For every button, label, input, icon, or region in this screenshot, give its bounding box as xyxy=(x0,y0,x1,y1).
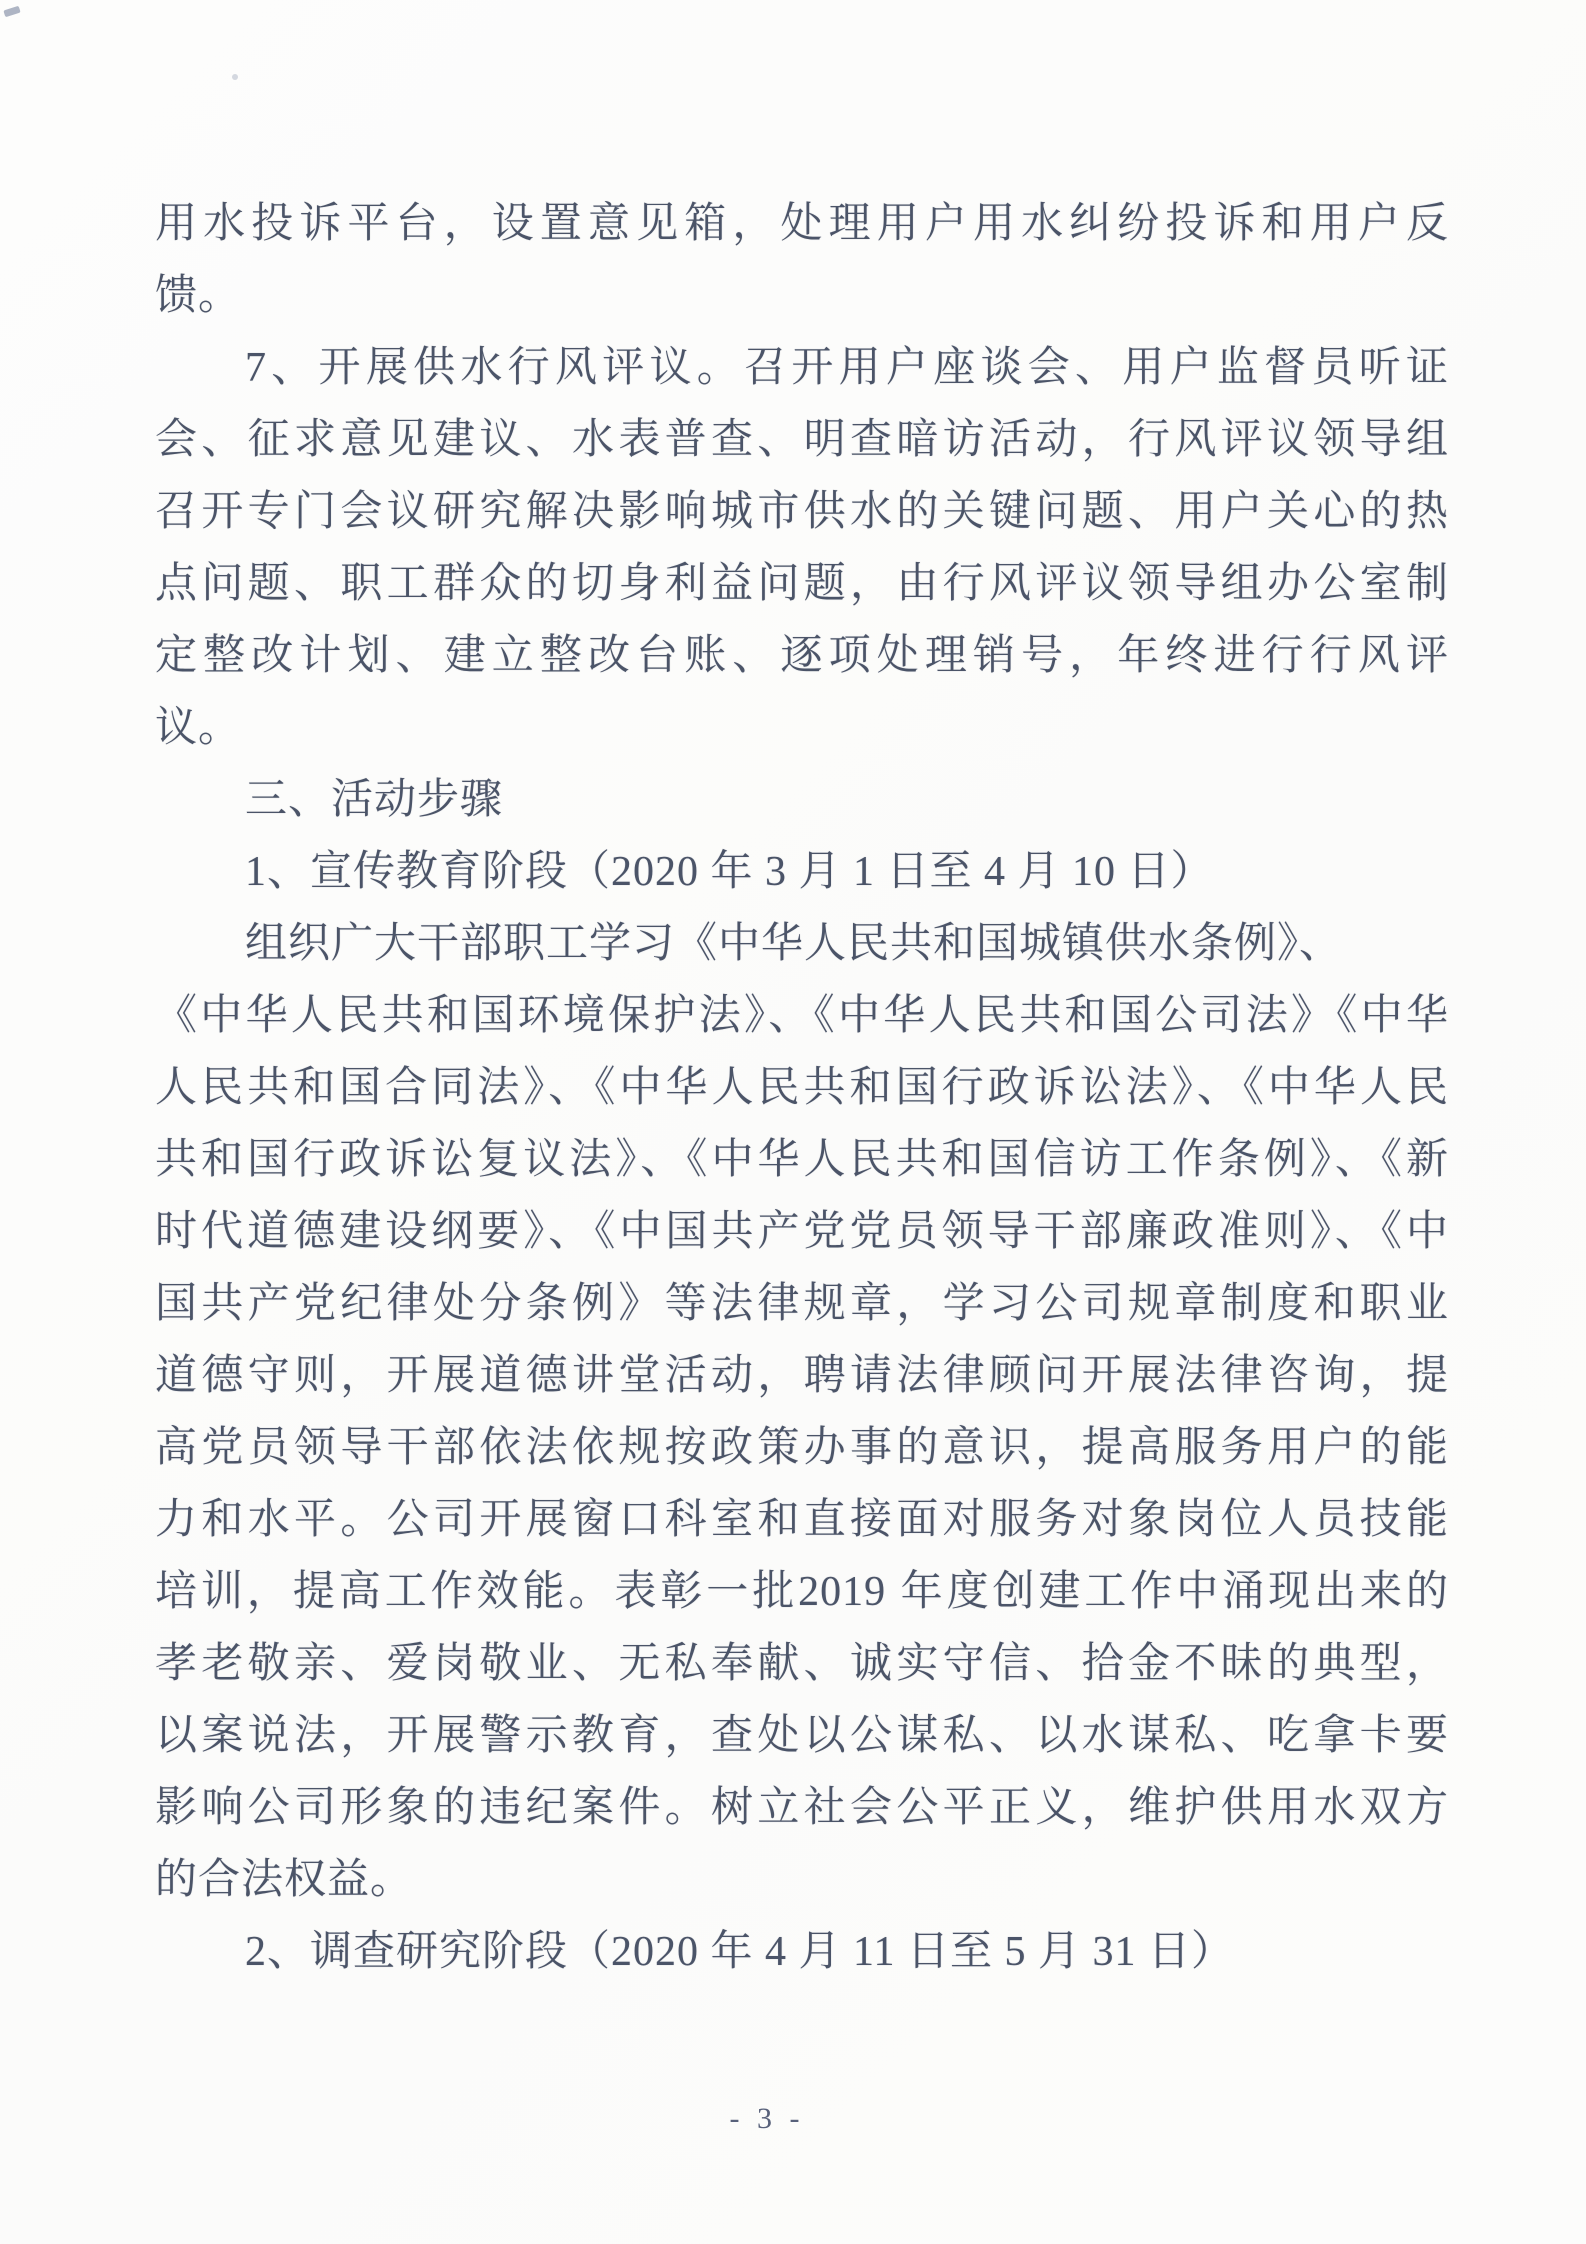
text-line: 培训，提高工作效能。表彰一批2019 年度创建工作中涌现出来的 xyxy=(155,1569,1449,1615)
text-line: 馈。 xyxy=(155,273,242,319)
text-line: 《中华人民共和国环境保护法》、《中华人民共和国公司法》《中华 xyxy=(155,993,1449,1039)
document-body xyxy=(155,188,1449,1988)
text-line: 用水投诉平台，设置意见箱，处理用户用水纠纷投诉和用户反 xyxy=(155,201,1449,247)
text-line: 高党员领导干部依法依规按政策办事的意识，提高服务用户的能 xyxy=(155,1425,1449,1471)
stage-heading: 2、调查研究阶段（2020 年 4 月 11 日至 5 月 31 日） xyxy=(245,1929,1234,1975)
text-line: 时代道德建设纲要》、《中国共产党党员领导干部廉政准则》、《中 xyxy=(155,1209,1449,1255)
text-line: 召开专门会议研究解决影响城市供水的关键问题、用户关心的热 xyxy=(155,489,1449,535)
scan-artifact xyxy=(3,6,20,18)
text-line: 以案说法，开展警示教育，查处以公谋私、以水谋私、吃拿卡要 xyxy=(155,1713,1449,1759)
text-line: 的合法权益。 xyxy=(155,1857,414,1903)
text-line: 点问题、职工群众的切身利益问题，由行风评议领导组办公室制 xyxy=(155,561,1449,607)
text-line: 议。 xyxy=(155,705,242,751)
text-line: 孝老敬亲、爱岗敬业、无私奉献、诚实守信、拾金不昧的典型， xyxy=(155,1641,1449,1687)
text-line: 组织广大干部职工学习《中华人民共和国城镇供水条例》、 xyxy=(245,921,1343,967)
text-line: 会、征求意见建议、水表普查、明查暗访活动，行风评议领导组 xyxy=(155,417,1449,463)
text-line: 共和国行政诉讼复议法》、《中华人民共和国信访工作条例》、《新 xyxy=(155,1137,1449,1183)
text-line: 人民共和国合同法》、《中华人民共和国行政诉讼法》、《中华人民 xyxy=(155,1065,1449,1111)
text-line: 7、开展供水行风评议。召开用户座谈会、用户监督员听证 xyxy=(245,345,1449,391)
text-line: 国共产党纪律处分条例》等法律规章，学习公司规章制度和职业 xyxy=(155,1281,1449,1327)
section-heading: 三、活动步骤 xyxy=(245,777,504,823)
scan-artifact xyxy=(232,74,238,80)
text-line: 定整改计划、建立整改台账、逐项处理销号，年终进行行风评 xyxy=(155,633,1449,679)
text-line: 道德守则，开展道德讲堂活动，聘请法律顾问开展法律咨询，提 xyxy=(155,1353,1449,1399)
stage-heading: 1、宣传教育阶段（2020 年 3 月 1 日至 4 月 10 日） xyxy=(245,849,1214,895)
page-number: - 3 - xyxy=(729,2102,805,2135)
text-line: 力和水平。公司开展窗口科室和直接面对服务对象岗位人员技能 xyxy=(155,1497,1449,1543)
text-line: 影响公司形象的违纪案件。树立社会公平正义，维护供用水双方 xyxy=(155,1785,1449,1831)
